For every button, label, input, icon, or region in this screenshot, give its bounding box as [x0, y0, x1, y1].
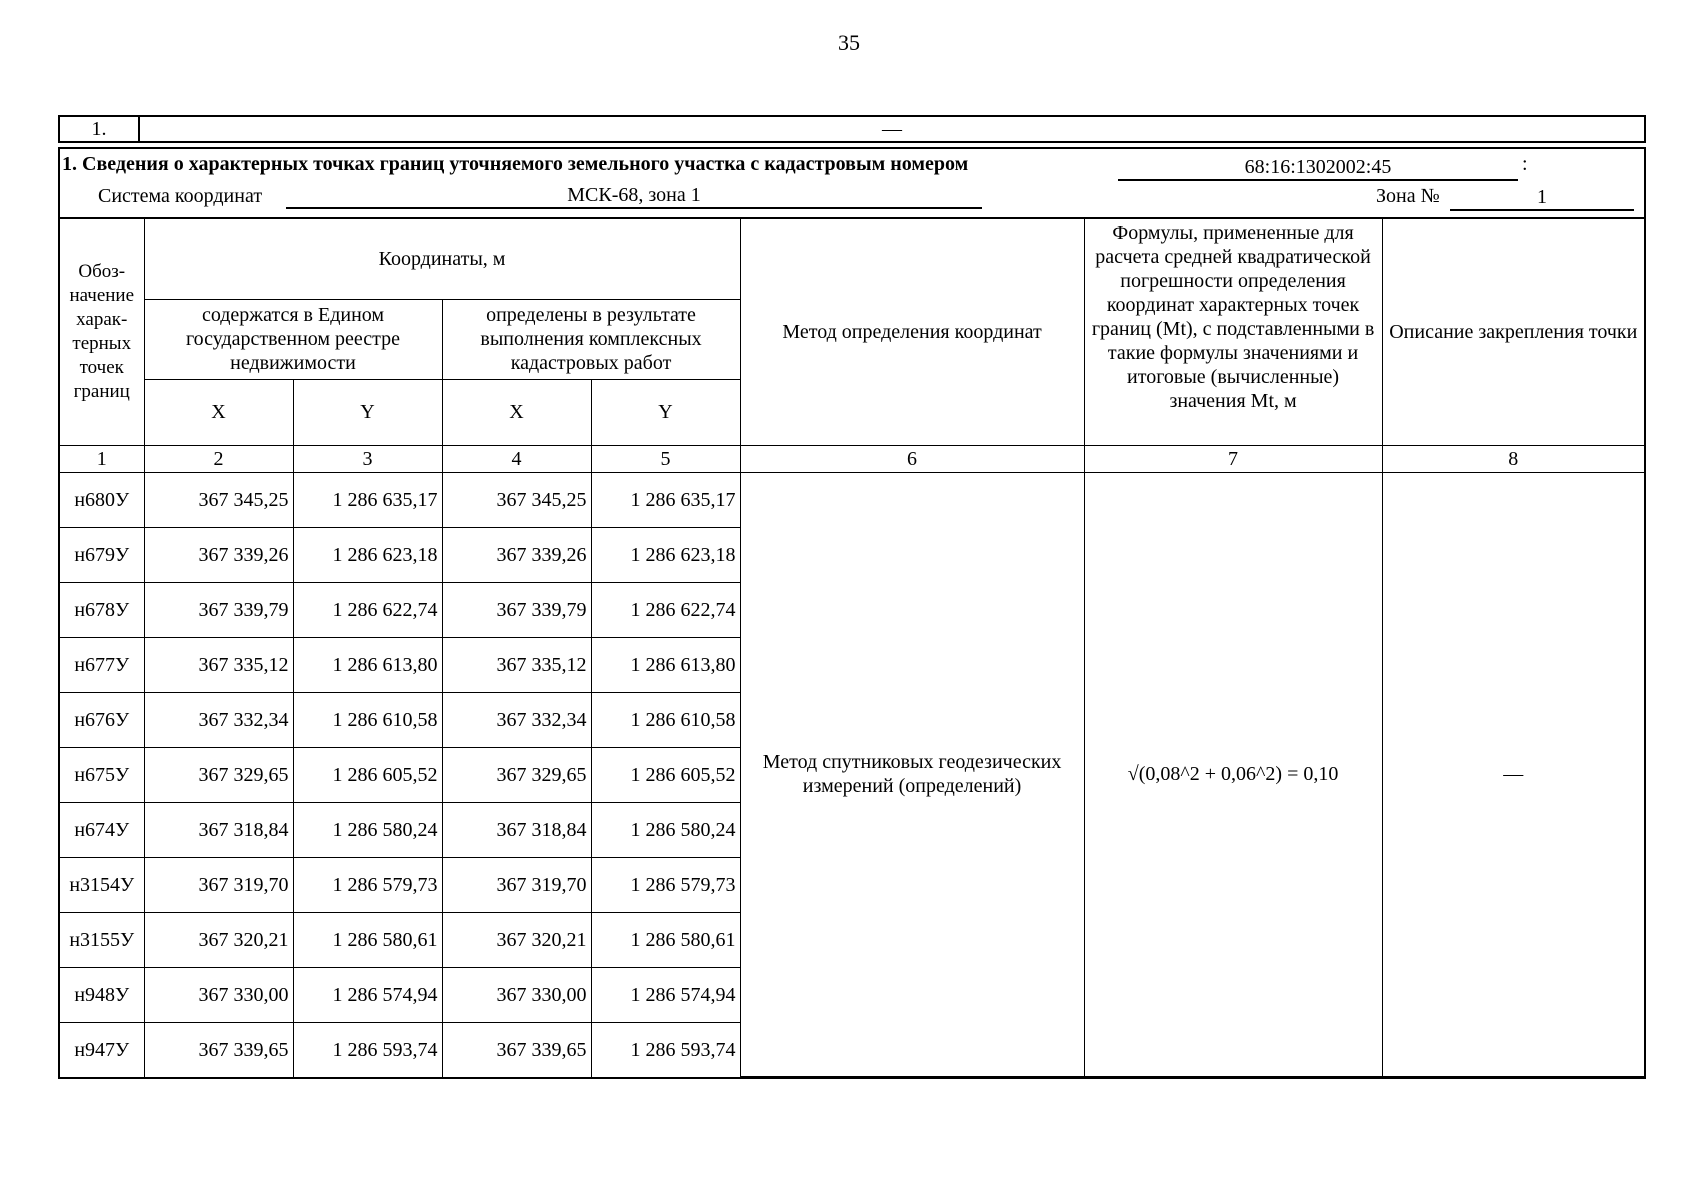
x-complex-value: 367 320,21 — [442, 912, 591, 967]
y-complex-value: 1 286 580,61 — [591, 912, 740, 967]
y-egrn-value: 1 286 580,24 — [293, 802, 442, 857]
header-method: Метод определения координат — [740, 219, 1084, 445]
y-complex-value: 1 286 593,74 — [591, 1022, 740, 1077]
x-complex-value: 367 329,65 — [442, 747, 591, 802]
x-egrn-value: 367 335,12 — [144, 637, 293, 692]
point-designation: н676У — [60, 692, 144, 747]
y-egrn-value: 1 286 574,94 — [293, 967, 442, 1022]
column-number: 7 — [1084, 445, 1382, 472]
y-egrn-value: 1 286 613,80 — [293, 637, 442, 692]
point-designation: н679У — [60, 527, 144, 582]
y-complex-value: 1 286 635,17 — [591, 472, 740, 527]
header-x-egrn: X — [144, 379, 293, 445]
table-row — [60, 472, 1644, 527]
points-table-container — [58, 147, 1646, 1079]
y-egrn-value: 1 286 622,74 — [293, 582, 442, 637]
top-strip-value: — — [882, 118, 902, 140]
point-designation: н674У — [60, 802, 144, 857]
x-egrn-value: 367 318,84 — [144, 802, 293, 857]
cadastral-colon: : — [1522, 153, 1528, 175]
top-strip-index: 1. — [60, 117, 140, 141]
column-number: 8 — [1382, 445, 1644, 472]
coord-system-label: Система координат — [98, 185, 263, 207]
y-complex-value: 1 286 613,80 — [591, 637, 740, 692]
y-complex-value: 1 286 580,24 — [591, 802, 740, 857]
x-complex-value: 367 330,00 — [442, 967, 591, 1022]
header-description: Описание закрепления точки — [1382, 219, 1644, 445]
header-y-complex: Y — [591, 379, 740, 445]
y-egrn-value: 1 286 579,73 — [293, 857, 442, 912]
x-complex-value: 367 332,34 — [442, 692, 591, 747]
x-egrn-value: 367 345,25 — [144, 472, 293, 527]
column-number: 5 — [591, 445, 740, 472]
y-egrn-value: 1 286 635,17 — [293, 472, 442, 527]
x-complex-value: 367 339,26 — [442, 527, 591, 582]
x-egrn-value: 367 329,65 — [144, 747, 293, 802]
y-complex-value: 1 286 605,52 — [591, 747, 740, 802]
column-number: 6 — [740, 445, 1084, 472]
header-formulas: Формулы, примененные для расчета средней квадратической погрешности определения координат характерных точек границ (Mt), с подставленными в такие формулы значениями и итоговые (вычисленные) значения Mt, м — [1084, 219, 1382, 445]
page-number: 35 — [838, 30, 860, 55]
section-header — [60, 149, 1644, 219]
points-table — [60, 219, 1644, 1077]
y-egrn-value: 1 286 593,74 — [293, 1022, 442, 1077]
header-egrn: содержатся в Едином государственном реестре недвижимости — [144, 299, 442, 379]
coord-system-value: МСК-68, зона 1 — [286, 183, 982, 209]
point-designation: н947У — [60, 1022, 144, 1077]
description-value: — — [1382, 472, 1644, 1077]
point-designation: н3154У — [60, 857, 144, 912]
header-coordinates: Координаты, м — [144, 219, 740, 299]
y-complex-value: 1 286 622,74 — [591, 582, 740, 637]
y-egrn-value: 1 286 623,18 — [293, 527, 442, 582]
point-designation: н3155У — [60, 912, 144, 967]
point-designation: н677У — [60, 637, 144, 692]
cadastral-number: 68:16:1302002:45 — [1118, 155, 1518, 181]
method-value: Метод спутниковых геодезических измерений (определений) — [740, 472, 1084, 1077]
x-egrn-value: 367 332,34 — [144, 692, 293, 747]
x-complex-value: 367 335,12 — [442, 637, 591, 692]
section-title: 1. Сведения о характерных точках границ уточняемого земельного участка с кадастровым номером — [62, 153, 969, 175]
x-egrn-value: 367 339,65 — [144, 1022, 293, 1077]
header-complex: определены в результате выполнения комплексных кадастровых работ — [442, 299, 740, 379]
x-complex-value: 367 319,70 — [442, 857, 591, 912]
header-y-egrn: Y — [293, 379, 442, 445]
y-complex-value: 1 286 610,58 — [591, 692, 740, 747]
column-number-row — [60, 445, 1644, 472]
point-designation: н948У — [60, 967, 144, 1022]
zone-value: 1 — [1450, 185, 1634, 211]
column-number: 2 — [144, 445, 293, 472]
x-egrn-value: 367 319,70 — [144, 857, 293, 912]
y-egrn-value: 1 286 605,52 — [293, 747, 442, 802]
formula-value: √(0,08^2 + 0,06^2) = 0,10 — [1084, 472, 1382, 1077]
x-egrn-value: 367 339,26 — [144, 527, 293, 582]
column-number: 4 — [442, 445, 591, 472]
x-egrn-value: 367 330,00 — [144, 967, 293, 1022]
y-egrn-value: 1 286 580,61 — [293, 912, 442, 967]
point-designation: н680У — [60, 472, 144, 527]
point-designation: н675У — [60, 747, 144, 802]
header-designation: Обоз-начение харак-терных точек границ — [60, 219, 144, 445]
y-complex-value: 1 286 579,73 — [591, 857, 740, 912]
x-egrn-value: 367 320,21 — [144, 912, 293, 967]
x-complex-value: 367 345,25 — [442, 472, 591, 527]
zone-label: Зона № — [1376, 185, 1440, 207]
y-egrn-value: 1 286 610,58 — [293, 692, 442, 747]
y-complex-value: 1 286 574,94 — [591, 967, 740, 1022]
x-complex-value: 367 339,79 — [442, 582, 591, 637]
top-strip — [58, 115, 1646, 143]
x-egrn-value: 367 339,79 — [144, 582, 293, 637]
column-number: 3 — [293, 445, 442, 472]
point-designation: н678У — [60, 582, 144, 637]
x-complex-value: 367 318,84 — [442, 802, 591, 857]
y-complex-value: 1 286 623,18 — [591, 527, 740, 582]
column-number: 1 — [60, 445, 144, 472]
x-complex-value: 367 339,65 — [442, 1022, 591, 1077]
header-x-complex: X — [442, 379, 591, 445]
